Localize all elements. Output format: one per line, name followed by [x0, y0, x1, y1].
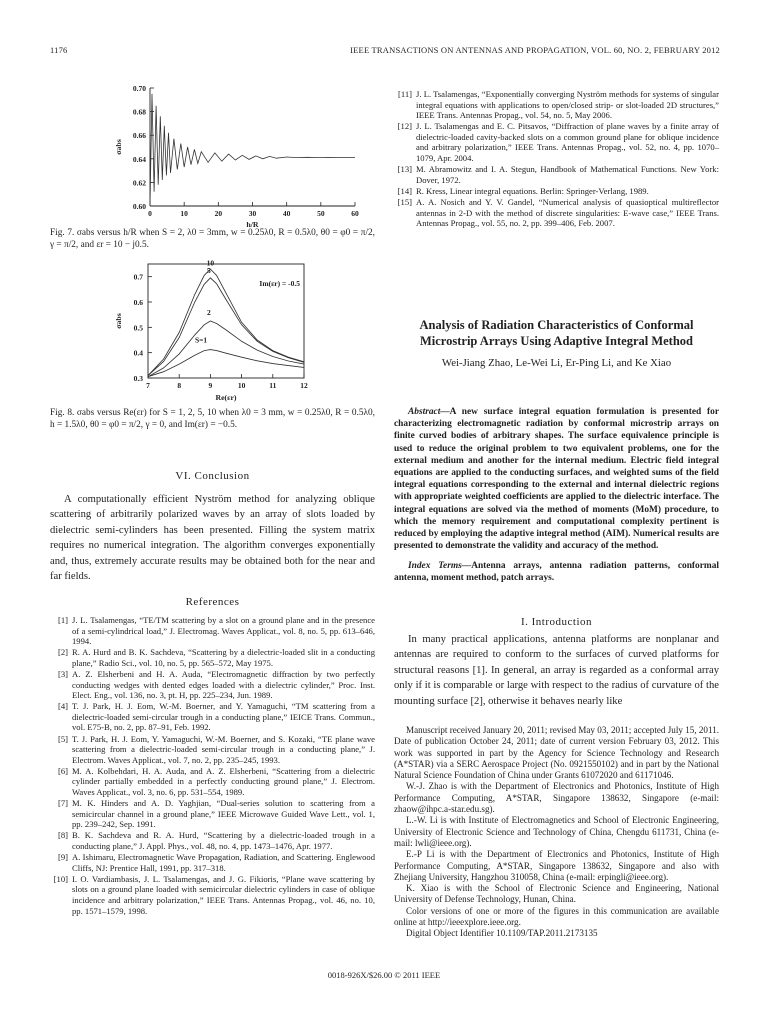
references-list-left	[50, 615, 375, 917]
intro-paragraph: In many practical applications, antenna platforms are nonplanar and antennas are required to conform to the surfaces of curved platforms for structural reasons [1]. In general, an array is regarded as a conformal array only if it is comparable or large with respect to the radius of curvature of the mounting surface [2], otherwise it behaves nearly like	[394, 634, 719, 707]
article-title	[394, 317, 719, 349]
article-title-line1: Analysis of Radiation Characteristics of Conformal	[419, 318, 694, 332]
series-label: 2	[206, 307, 211, 317]
reference-text: M. Abramowitz and I. A. Stegun, Handbook of Mathematical Functions. New York: Dover, 1972.	[416, 164, 719, 185]
reference-item	[50, 734, 375, 766]
x-tick-label: 9	[208, 381, 213, 390]
reference-item	[50, 647, 375, 668]
footnote: L.-W. Li is with Institute of Electromagnetics and School of Electronic Engineering, University of Electronic Science and Technology of China, Chengdu 611731, China (e-mail: lwli@ieee.org).	[394, 815, 719, 848]
y-tick-label: 0.7	[133, 272, 143, 282]
reference-item	[50, 615, 375, 647]
reference-text: J. L. Tsalamengas and E. C. Pitsavos, “Diffraction of plane waves by a finite array of dielectric-loaded cavity-backed slots on a common ground plane for oblique incidence and arbitrary polarization,” IEEE Trans. Antennas Propag., vol. 52, no. 4, pp. 1070–1079, Apr. 2004.	[416, 121, 719, 164]
y-tick-label: 0.60	[132, 202, 146, 211]
reference-item	[50, 852, 375, 873]
reference-number: [1]	[57, 615, 68, 625]
fig7-caption: Fig. 7. σabs versus h/R when S = 2, λ0 = 3mm, w = 0.25λ0, R = 0.5λ0, θ0 = φ0 = π/2, γ = π/2, and εr = 10 − j0.5.	[50, 228, 375, 250]
y-tick-label: 0.64	[132, 154, 146, 164]
fig7-chart	[100, 80, 370, 230]
reference-text: B. K. Sachdeva and R. A. Hurd, “Scattering by a dielectric-loaded trough in a conducting plane,” J. Appl. Phys., vol. 48, no. 4, pp. 1473–1476, Apr. 1977.	[72, 830, 375, 851]
x-tick-label: 8	[177, 381, 182, 390]
series-line	[150, 94, 355, 206]
reference-item	[50, 669, 375, 701]
footnote: Digital Object Identifier 10.1109/TAP.2011.2173135	[406, 928, 598, 939]
page-footer: 0018-926X/$26.00 © 2011 IEEE	[327, 970, 441, 980]
reference-number: [11]	[398, 89, 412, 99]
reference-text: I. O. Vardiambasis, J. L. Tsalamengas, and J. G. Fikioris, “Plane wave scattering by slots on a ground plane loaded with semicircular dielectric cylinders in case of oblique incidence and arbitrary polarization,” IEEE Trans. Antennas Propag., vol. 46, no. 10, pp. 1571–1579, 1998.	[72, 873, 375, 916]
page-number: 1176	[50, 45, 68, 55]
x-tick-label: 30	[248, 209, 257, 218]
index-terms-text: Antenna arrays, antenna radiation patterns, conformal antenna, moment method, patch arrays.	[394, 561, 719, 584]
reference-text: R. A. Hurd and B. K. Sachdeva, “Scattering by a dielectric-loaded slit in a conducting plane,” Radio Sci., vol. 10, no. 5, pp. 565–572, May 1975.	[72, 647, 375, 668]
y-tick-label: 0.62	[132, 178, 146, 188]
reference-number: [4]	[57, 701, 68, 712]
reference-text: A. A. Nosich and Y. V. Gandel, “Numerical analysis of quasioptical multireflector antennas in 2-D with the method of discrete singularities: E-wave case,” IEEE Trans. Antennas Propag., vol. 55, no. 2, pp. 399–406, Feb. 2007.	[416, 196, 719, 229]
abstract-label: Abstract—	[408, 407, 450, 417]
reference-item	[394, 121, 719, 163]
reference-item	[50, 830, 375, 851]
conclusion-body	[50, 492, 375, 584]
y-tick-label: 0.68	[132, 107, 146, 117]
conclusion-heading	[50, 470, 375, 482]
annotation-label: Im(εr) = -0.5	[259, 279, 300, 288]
fig8-caption: Fig. 8. σabs versus Re(εr) for S = 1, 2, 5, 10 when λ0 = 3 mm, w = 0.25λ0, R = 0.5λ0, h = 1.5λ0, θ0 = φ0 = π/2, γ = 0, and Im(εr) = −0.5.	[50, 408, 375, 430]
index-terms	[394, 560, 719, 584]
y-tick-label: 0.70	[132, 84, 146, 93]
index-terms-label: Index Terms—	[408, 561, 472, 571]
conclusion-heading-text: Conclusion	[194, 470, 250, 482]
reference-item	[50, 874, 375, 916]
footnote: Manuscript received January 20, 2011; revised May 03, 2011; accepted July 15, 2011. Date of publication October 24, 2011; date of current version February 03, 2012. This work was supported in part by the Agency for Science Technology and Research (A*STAR) via a SERC Aerospace Project (No. 0921550102) and in part by the National Natural Science Foundation of China under Grants 61072020 and 61171046.	[394, 725, 719, 781]
y-tick-label: 0.66	[132, 131, 146, 141]
footnote: E.-P Li is with the Department of Electronics and Photonics, Institute of High Performance Computing, A*STAR, Singapore 138632, Singapore and also with Zhejiang University, Hangzhou 310058, China (e-mail: erpingli@ieee.org).	[394, 849, 719, 882]
reference-text: T. J. Park, H. J. Eom, W.-M. Boerner, and Y. Yamaguchi, “TM scattering from a dielectric-loaded semi-circular trough in a conducting plane,” IEICE Trans. Commun., vol. E75-B, no. 2, pp. 87–91, Feb. 1992.	[72, 701, 375, 733]
reference-number: [10]	[53, 873, 68, 884]
intro-heading	[394, 616, 719, 628]
intro-heading-num: I.	[520, 616, 529, 628]
x-tick-label: 60	[351, 209, 359, 218]
abstract-text: A new surface integral equation formulation is presented for characterizing electromagnetic radiation by conformal microstrip arrays on finite curved bodies of arbitrary shapes. The surface equivalence principle is used to reduce the original problem to two equivalent problems, one for the external medium and another for the internal medium. Electric field integral equations are applied to the conducting surfaces, and weighted sums of the field integral equations corresponding to the external and internal dielectric regions with appropriate weighted coefficients are applied to the dielectric interface. The integral equations are solved via the method of moments (MoM) procedure, to which the memory requirement and computational complexity pertinent is reduced by employing the adaptive integral method (AIM). Numerical results are presented to demonstrate the validity and accuracy of the method.	[394, 407, 719, 552]
footnotes	[394, 725, 719, 940]
intro-body	[394, 632, 719, 709]
reference-number: [12]	[397, 121, 412, 132]
reference-item	[394, 186, 719, 197]
article-authors: Wei-Jiang Zhao, Le-Wei Li, Er-Ping Li, and Ke Xiao	[441, 357, 672, 369]
x-tick-label: 10	[180, 209, 188, 218]
footnote: Color versions of one or more of the figures in this communication are available online at http://ieeexplore.ieee.org.	[394, 905, 719, 928]
reference-number: [7]	[57, 798, 68, 809]
reference-number: [3]	[57, 668, 68, 679]
reference-number: [15]	[397, 196, 412, 207]
y-tick-label: 0.4	[133, 348, 143, 358]
reference-item	[50, 701, 375, 733]
series-label: 5	[206, 266, 211, 276]
reference-number: [5]	[57, 733, 68, 744]
running-header: IEEE TRANSACTIONS ON ANTENNAS AND PROPAGATION, VOL. 60, NO. 2, FEBRUARY 2012	[350, 45, 720, 55]
x-tick-label: 0	[148, 209, 152, 218]
reference-text: J. L. Tsalamengas, “TE/TM scattering by a slot on a ground plane and in the presence of a semi-cylindrical load,” J. Electromag. Waves Applicat., vol. 8, no. 5, pp. 613–646, 1994.	[72, 615, 375, 647]
conclusion-paragraph: A computationally efficient Nyström method for analyzing oblique scattering of arbitrarily polarized waves by an array of slots loaded by dielectric semi-cylinders has been presented. Filling the system matrix requires no numerical integration. The algorithm converges exponentially and, thus, extremely accurate results may be obtained both for the near and far fields.	[50, 494, 375, 583]
reference-text: J. L. Tsalamengas, “Exponentially converging Nyström methods for systems of singular integral equations with applications to open/closed strip- or slot-loaded 2D structures,” IEEE Trans. Antennas Propag., vol. 54, no. 5, May 2006.	[416, 89, 719, 121]
article-title-line2: Microstrip Arrays Using Adaptive Integral Method	[419, 334, 694, 348]
y-axis-label: σabs	[114, 313, 123, 329]
reference-item	[394, 89, 719, 121]
x-tick-label: 50	[317, 209, 325, 218]
reference-text: R. Kress, Linear integral equations. Berlin: Springer-Verlang, 1989.	[416, 185, 649, 196]
reference-number: [6]	[57, 765, 68, 776]
reference-text: A. Ishimaru, Electromagnetic Wave Propagation, Radiation, and Scattering. Englewood Cliffs, NJ: Prentice Hall, 1991, pp. 317–318.	[72, 852, 375, 873]
reference-item	[50, 798, 375, 830]
reference-number: [14]	[397, 185, 412, 196]
reference-item	[50, 766, 375, 798]
conclusion-heading-num: VI.	[175, 470, 192, 482]
footnote: W.-J. Zhao is with the Department of Electronics and Photonics, Institute of High Performance Computing, A*STAR, Singapore 138632, Singapore (e-mail: zhaow@ihpc.a-star.edu.sg).	[394, 781, 719, 815]
reference-item	[394, 197, 719, 229]
x-tick-label: 20	[214, 209, 223, 218]
series-label: 10	[206, 258, 215, 268]
footnote: K. Xiao is with the School of Electronic Science and Engineering, National University of Defense Technology, Hunan, China.	[394, 883, 719, 905]
x-tick-label: 11	[269, 381, 277, 390]
y-tick-label: 0.5	[133, 323, 143, 333]
series-label: S=1	[194, 335, 208, 345]
abstract	[394, 406, 719, 552]
reference-text: A. Z. Elsherbeni and H. A. Auda, “Electromagnetic diffraction by two perfectly conducting wedges with dented edges loaded with a dielectric cylinder,” Proc. Inst. Elect. Eng., vol. 136, no. 3, pt. H, pp. 225–234, Jun. 1989.	[72, 668, 375, 701]
reference-number: [9]	[57, 852, 68, 863]
x-tick-label: 7	[146, 381, 150, 390]
references-list-right	[394, 89, 719, 229]
reference-text: T. J. Park, H. J. Eom, Y. Yamaguchi, W.-M. Boerner, and S. Kozaki, “TE plane wave scattering from a dielectric-loaded semi-circular trough in a conducting plane,” J. Electrom. Waves Applicat., vol. 7, no. 2, pp. 235–245, 1993.	[72, 733, 375, 765]
reference-number: [8]	[57, 830, 68, 841]
x-tick-label: 40	[282, 209, 291, 218]
intro-heading-text: Introduction	[531, 616, 593, 628]
fig8-chart	[100, 256, 370, 406]
y-tick-label: 0.3	[133, 374, 143, 383]
x-axis-label: h/R	[246, 220, 259, 229]
x-tick-label: 10	[237, 381, 246, 390]
reference-text: M. K. Hinders and A. D. Yaghjian, “Dual-series solution to scattering from a semicircular channel in a ground plane,” IEEE Microwave Guided Wave Lett., vol. 1, pp. 239–242, Sep. 1991.	[72, 798, 375, 830]
reference-number: [2]	[57, 647, 68, 658]
x-axis-label: Re(εr)	[215, 393, 237, 402]
references-heading: References	[185, 596, 240, 608]
y-tick-label: 0.6	[133, 298, 143, 307]
y-axis-label: σabs	[114, 139, 123, 155]
x-tick-label: 12	[300, 381, 308, 390]
reference-number: [13]	[397, 164, 412, 175]
reference-item	[394, 164, 719, 185]
reference-text: M. A. Kolbehdari, H. A. Auda, and A. Z. Elsherbeni, “Scattering from a dielectric cylinder partially embedded in a perfectly conducting ground plane,” J. Electrom. Waves Applicat., vol. 3, no. 6, pp. 531–554, 1989.	[72, 765, 375, 797]
